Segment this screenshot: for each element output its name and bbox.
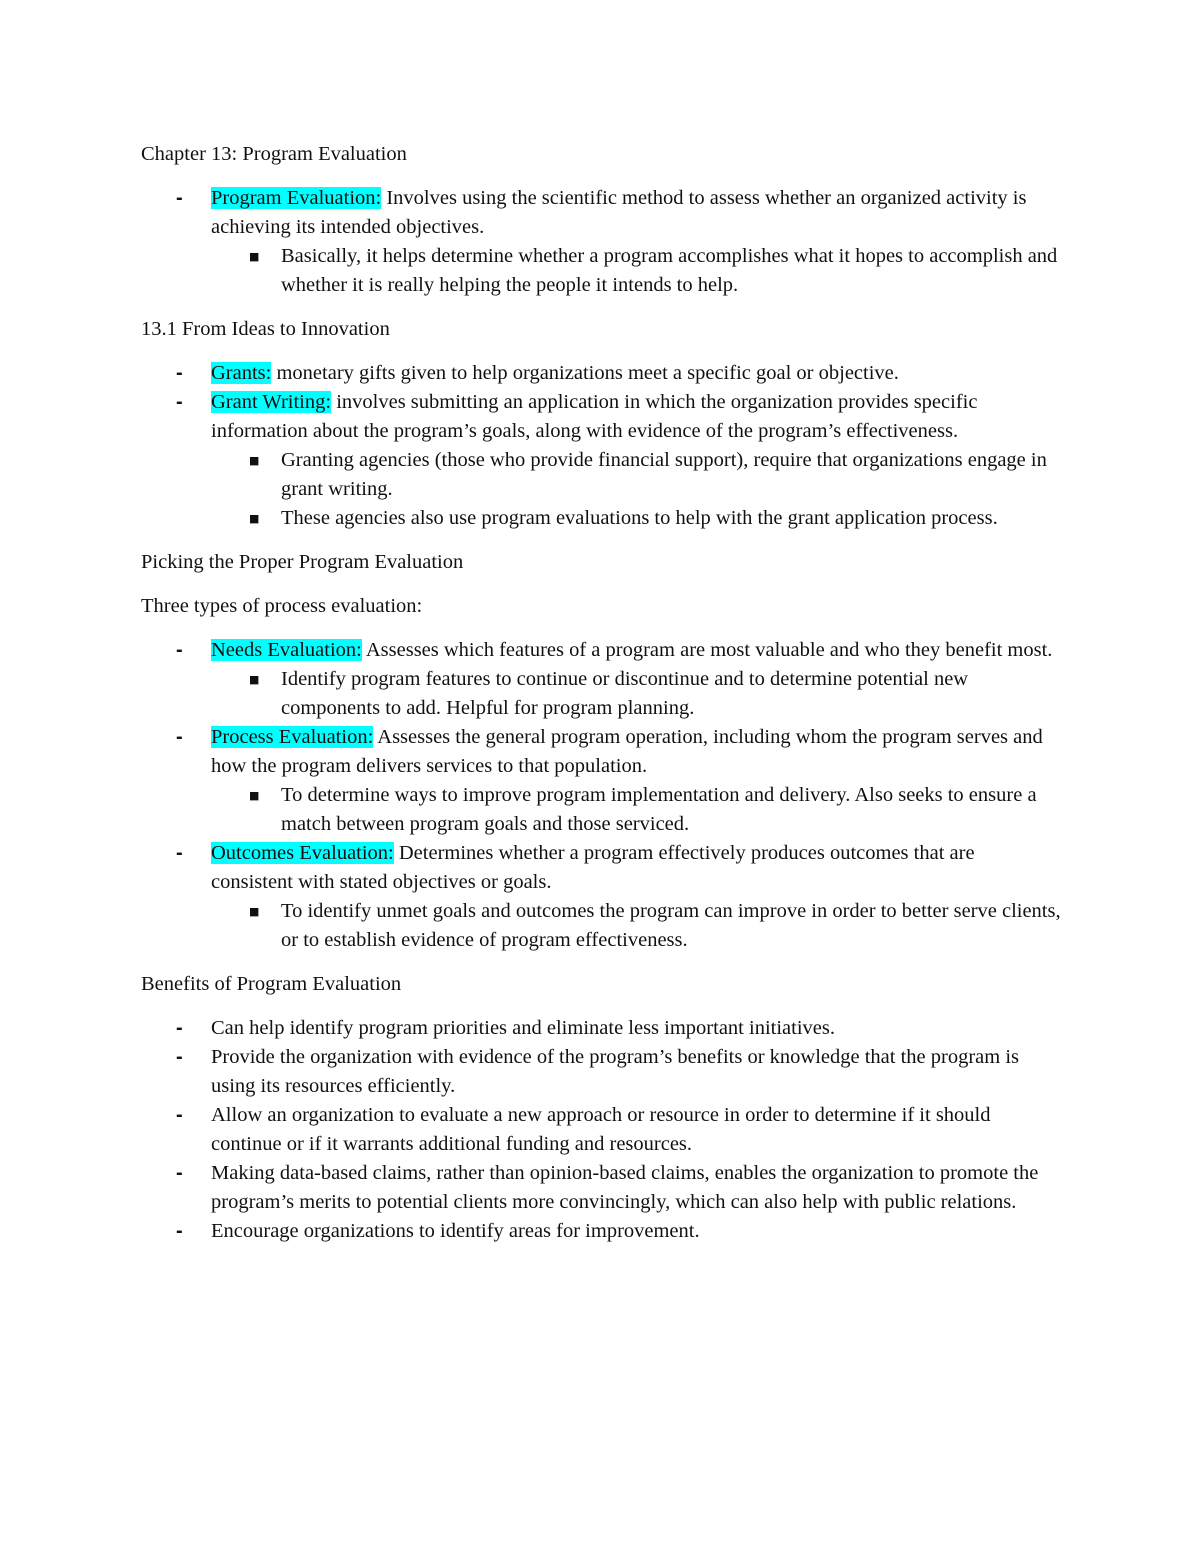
sub-item-text: Identify program features to continue or discontinue and to determine potential new components to add. Helpful for program planning. [281,668,969,719]
dash-bullet-icon: - [176,1162,183,1184]
benefits-list [141,1014,1061,1246]
list-item [141,184,1061,300]
sub-list-item [211,446,1061,504]
definition-text: Assesses the general program operation, including whom the program serves and how the program delivers services to that population. [211,726,1043,777]
benefit-text: Provide the organization with evidence of the program’s benefits or knowledge that the program is using its resources efficiently. [211,1046,1020,1097]
section-heading: Benefits of Program Evaluation [141,973,402,995]
chapter-title: Chapter 13: Program Evaluation [141,143,407,165]
sub-list [211,897,1061,955]
section-subtitle: Three types of process evaluation: [141,595,423,617]
sub-list [211,781,1061,839]
highlighted-term: Outcomes Evaluation: [211,842,394,864]
benefit-text: Allow an organization to evaluate a new approach or resource in order to determine if it should continue or if it warrants additional funding and resources. [211,1104,991,1155]
list-item [141,1217,1061,1246]
list-item [141,636,1061,723]
sub-list-item [211,665,1061,723]
square-bullet-icon: ■ [249,789,260,802]
definition-list-1 [141,184,1061,300]
sub-list [211,665,1061,723]
list-item [141,1014,1061,1043]
dash-bullet-icon: - [176,1220,183,1242]
document-body [141,140,1061,1261]
sub-list [211,242,1061,300]
highlighted-term: Grants: [211,362,272,384]
dash-bullet-icon: - [176,639,183,661]
sub-list-item [211,242,1061,300]
definition-text: Assesses which features of a program are most valuable and who they benefit most. [361,639,1053,661]
highlighted-term: Needs Evaluation: [211,639,362,661]
sub-item-text: To determine ways to improve program implementation and delivery. Also seeks to ensure a match between program goals and those serviced. [281,784,1037,835]
definition-text: Determines whether a program effectively produces outcomes that are consistent with stated objectives or goals. [211,842,975,893]
definition-list-2 [141,359,1061,533]
benefit-text: Can help identify program priorities and eliminate less important initiatives. [211,1017,835,1039]
dash-bullet-icon: - [176,726,183,748]
dash-bullet-icon: - [176,187,183,209]
benefit-text: Making data-based claims, rather than opinion-based claims, enables the organization to promote the program’s merits to potential clients more convincingly, which can also help with public relations. [211,1162,1039,1213]
list-item [141,1159,1061,1217]
square-bullet-icon: ■ [249,673,260,686]
dash-bullet-icon: - [176,842,183,864]
section-heading: Picking the Proper Program Evaluation [141,551,464,573]
section-heading: 13.1 From Ideas to Innovation [141,318,390,340]
list-item [141,359,1061,388]
square-bullet-icon: ■ [249,250,260,263]
sub-list-item [211,781,1061,839]
sub-item-text: Basically, it helps determine whether a program accomplishes what it hopes to accomplish and whether it is really helping the people it intends to help. [281,245,1058,296]
highlighted-term: Process Evaluation: [211,726,374,748]
dash-bullet-icon: - [176,1046,183,1068]
dash-bullet-icon: - [176,362,183,384]
definition-text: Involves using the scientific method to assess whether an organized activity is achieving its intended objectives. [211,187,1027,238]
square-bullet-icon: ■ [249,512,260,525]
benefit-text: Encourage organizations to identify areas for improvement. [211,1220,700,1242]
list-item [141,1101,1061,1159]
definition-text: monetary gifts given to help organizations meet a specific goal or objective. [271,362,899,384]
list-item [141,839,1061,955]
list-item [141,723,1061,839]
highlighted-term: Grant Writing: [211,391,332,413]
definition-list-3 [141,636,1061,955]
dash-bullet-icon: - [176,1104,183,1126]
definition-text: involves submitting an application in which the organization provides specific information about the program’s goals, along with evidence of the program’s effectiveness. [211,391,978,442]
sub-item-text: Granting agencies (those who provide financial support), require that organizations engage in grant writing. [281,449,1047,500]
list-item [141,1043,1061,1101]
sub-item-text: To identify unmet goals and outcomes the program can improve in order to better serve clients, or to establish evidence of program effectiveness. [281,900,1061,951]
sub-list-item [211,504,1061,533]
square-bullet-icon: ■ [249,454,260,467]
list-item [141,388,1061,533]
square-bullet-icon: ■ [249,905,260,918]
highlighted-term: Program Evaluation: [211,187,382,209]
sub-item-text: These agencies also use program evaluations to help with the grant application process. [281,507,998,529]
dash-bullet-icon: - [176,391,183,413]
dash-bullet-icon: - [176,1017,183,1039]
sub-list [211,446,1061,533]
sub-list-item [211,897,1061,955]
